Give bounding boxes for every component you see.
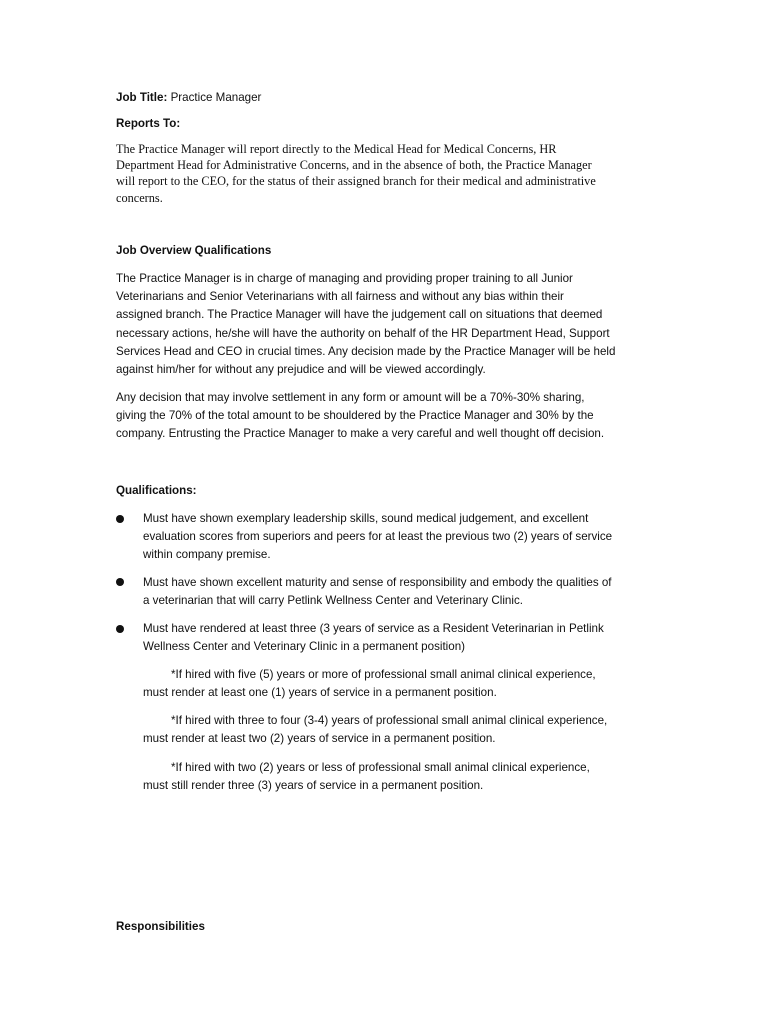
- qualification-bullet-2: [143, 574, 612, 610]
- note-line: *If hired with two (2) years or less of professional small animal clinical experience,: [171, 761, 590, 774]
- bullet-line: Must have shown excellent maturity and sense of responsibility and embody the qualities of: [143, 576, 612, 589]
- bullet-line: Must have shown exemplary leadership skills, sound medical judgement, and excellent: [143, 512, 589, 525]
- responsibilities-heading: Responsibilities: [116, 920, 205, 933]
- job-title-value: Practice Manager: [170, 91, 262, 104]
- overview-line: against him/her for without any prejudice and will be viewed accordingly.: [116, 363, 486, 377]
- qualification-note-2: [143, 712, 607, 748]
- bullet-line: within company premise.: [143, 548, 271, 562]
- reports-to-line: will report to the CEO, for the status of their assigned branch for their medical and administrative: [116, 174, 596, 189]
- reports-to-paragraph: [116, 141, 596, 206]
- job-overview-paragraph-2: [116, 389, 604, 444]
- overview-line: company. Entrusting the Practice Manager to make a very careful and well thought off decision.: [116, 427, 605, 441]
- overview-line: giving the 70% of the total amount to be shouldered by the Practice Manager and 30% by the: [116, 409, 594, 423]
- job-overview-paragraph-1: [116, 270, 615, 379]
- bullet-icon: [116, 625, 124, 633]
- overview-line: Services Head and CEO in crucial times. Any decision made by the Practice Manager will be held: [116, 344, 616, 358]
- qualification-bullet-3: [143, 620, 604, 656]
- job-title-label: Job Title:: [116, 91, 168, 104]
- reports-to-line: The Practice Manager will report directly to the Medical Head for Medical Concerns, HR: [116, 142, 557, 156]
- bullet-line: evaluation scores from superiors and peers for at least the previous two (2) years of service: [143, 530, 613, 544]
- bullet-line: a veterinarian that will carry Petlink Wellness Center and Veterinary Clinic.: [143, 594, 523, 608]
- job-title-line: [116, 89, 261, 107]
- bullet-line: Must have rendered at least three (3 years of service as a Resident Veterinarian in Petlink: [143, 622, 604, 635]
- bullet-icon: [116, 578, 124, 586]
- overview-line: assigned branch. The Practice Manager will have the judgement call on situations that deemed: [116, 308, 603, 322]
- note-line: must still render three (3) years of service in a permanent position.: [143, 779, 484, 793]
- bullet-icon: [116, 515, 124, 523]
- reports-to-line: concerns.: [116, 190, 163, 205]
- note-line: must render at least two (2) years of service in a permanent position.: [143, 732, 496, 746]
- qualification-note-1: [143, 666, 596, 702]
- note-line: must render at least one (1) years of service in a permanent position.: [143, 686, 497, 700]
- note-line: *If hired with five (5) years or more of professional small animal clinical experience,: [171, 668, 596, 681]
- overview-line: Any decision that may involve settlement in any form or amount will be a 70%-30% sharing,: [116, 391, 585, 404]
- overview-line: Veterinarians and Senior Veterinarians with all fairness and without any bias within their: [116, 290, 564, 304]
- overview-line: necessary actions, he/she will have the authority on behalf of the HR Department Head, Support: [116, 326, 610, 340]
- note-line: *If hired with three to four (3-4) years of professional small animal clinical experience,: [171, 714, 608, 727]
- qualification-note-3: [143, 759, 590, 795]
- reports-to-heading: Reports To:: [116, 117, 181, 130]
- qualification-bullet-1: [143, 510, 612, 565]
- job-overview-heading: Job Overview Qualifications: [116, 244, 272, 257]
- overview-line: The Practice Manager is in charge of managing and providing proper training to all Junior: [116, 272, 573, 285]
- qualifications-heading: Qualifications:: [116, 484, 197, 497]
- bullet-line: Wellness Center and Veterinary Clinic in a permanent position): [143, 640, 465, 654]
- reports-to-line: Department Head for Administrative Concerns, and in the absence of both, the Practice Manager: [116, 158, 592, 173]
